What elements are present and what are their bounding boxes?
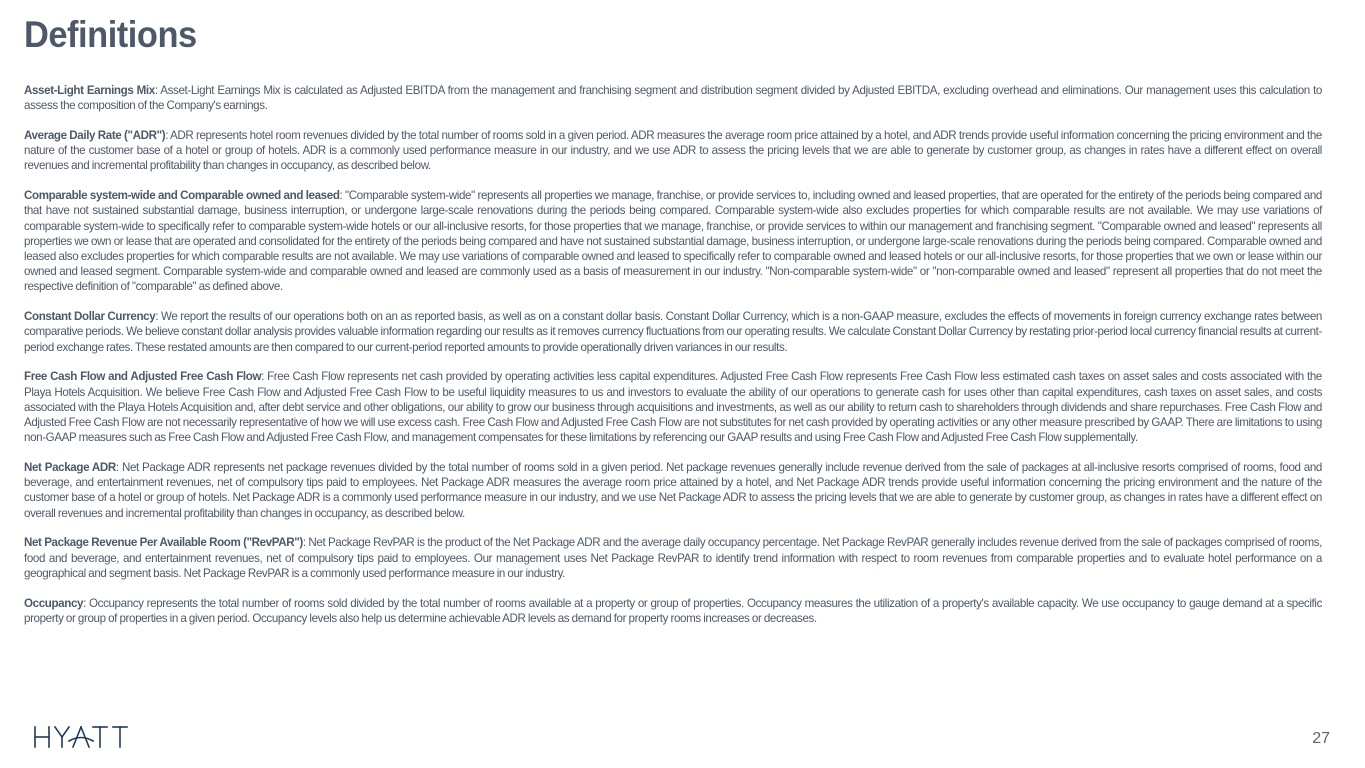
definition-net-package-revpar [24, 535, 1322, 581]
definition-text: : We report the results of our operations both on an as reported basis, as well as on a constant dollar basis. Constant Dollar Currency, which is a non-GAAP measure, excludes the effects of movements in foreign currency exchange rates between comparative periods. We believe constant dollar analysis provides valuable information regarding our results as it removes currency fluctuations from our operating results. We calculate Constant Dollar Currency by restating prior-period local currency financial results at current-period exchange rates. These restated amounts are then compared to our current-period reported amounts to provide operationally driven variances in our results. [24, 310, 1322, 354]
definition-occupancy [24, 596, 1322, 626]
definition-term: Comparable system-wide and Comparable owned and leased [24, 189, 340, 203]
page-number: 27 [1312, 730, 1330, 747]
definition-term: Net Package ADR [24, 461, 116, 475]
definition-text: : Net Package ADR represents net package revenues divided by the total number of rooms sold in a given period. Net package revenues generally include revenue derived from the sale of packages at all-inclusive resorts comprised of rooms, food and beverage, and entertainment revenues, net of compulsory tips paid to employees. Net Package ADR measures the average room price attained by a hotel, and Net Package ADR trends provide useful information concerning the pricing environment and the nature of the customer base of a hotel or group of hotels. Net Package ADR is a commonly used performance measure in our industry, and we use Net Package ADR to assess the pricing levels that we are able to generate by customer group, as changes in rates have a different effect on overall revenues and incremental profitability than changes in occupancy, as described below. [24, 461, 1323, 520]
definition-term: Asset-Light Earnings Mix [24, 84, 155, 97]
definition-term: Constant Dollar Currency [24, 310, 156, 324]
definition-term: Average Daily Rate ("ADR") [24, 129, 166, 142]
definition-asset-light-earnings-mix [24, 83, 1322, 113]
definition-net-package-adr [24, 460, 1322, 521]
definition-constant-dollar-currency [24, 309, 1322, 355]
definition-comparable-system-wide [24, 188, 1322, 294]
definition-text: : Asset-Light Earnings Mix is calculated as Adjusted EBITDA from the management and franchising segment and distribution segment divided by Adjusted EBITDA, excluding overhead and eliminations. Our management uses this calculation to assess the composition of the Company's earnings. [24, 84, 1322, 113]
definition-text: : Occupancy represents the total number of rooms sold divided by the total number of rooms available at a property or group of properties. Occupancy measures the utilization of a property's available capacity. We use occupancy to gauge demand at a specific property or group of properties in a given period. Occupancy levels also help us determine achievable ADR levels as demand for property rooms increases or decreases. [24, 596, 1322, 625]
definitions-list [24, 83, 1322, 641]
definition-free-cash-flow [24, 369, 1322, 445]
definition-term: Occupancy [24, 596, 84, 610]
definition-text: : "Comparable system-wide" represents all properties we manage, franchise, or provide services to, including owned and leased properties, that are operated for the entirety of the periods being compared and that have not sustained substantial damage, business interruption, or undergone large-scale renovations during the periods being compared. Comparable system-wide also excludes properties for which comparable results are not available. We may use variations of comparable system-wide to specifically refer to comparable system-wide hotels or our all-inclusive resorts, for those properties that we manage, franchise, or provide services to within our management and franchising segment. "Comparable owned and leased" represents all properties we own or lease that are operated and consolidated for the entirety of the periods being compared and have not sustained substantial damage, business interruption, or undergone large-scale renovations during the periods being compared. Comparable owned and leased also excludes properties for which comparable results are not available. We may use variations of comparable owned and leased to specifically refer to comparable owned and leased hotels or our all-inclusive resorts, for those properties that we own or lease within our owned and leased segment. Comparable system-wide and comparable owned and leased are commonly used as a basis of measurement in our industry. "Non-comparable system-wide" or "non-comparable owned and leased" represent all properties that do not meet the respective definition of "comparable" as defined above. [24, 189, 1322, 294]
definition-text: : Net Package RevPAR is the product of the Net Package ADR and the average daily occupancy percentage. Net Package RevPAR generally includes revenue derived from the sale of packages comprised of rooms, food and beverage, and entertainment revenues, net of compulsory tips paid to employees. Our management uses Net Package RevPAR to identify trend information with respect to room revenues from comparable properties and to evaluate hotel performance on a geographical and segment basis. Net Package RevPAR is a commonly used performance measure in our industry. [24, 536, 1322, 580]
definition-average-daily-rate [24, 128, 1322, 174]
definition-text: : ADR represents hotel room revenues divided by the total number of rooms sold in a given period. ADR measures the average room price attained by a hotel, and ADR trends provide useful information concerning the pricing environment and the nature of the customer base of a hotel or group of hotels. ADR is a commonly used performance measure in our industry, and we use ADR to assess the pricing levels that we are able to generate by customer group, as changes in rates have a different effect on overall revenues and incremental profitability than changes in occupancy, as described below. [24, 129, 1322, 173]
definition-term: Net Package Revenue Per Available Room ("RevPAR") [24, 536, 303, 550]
definition-text: : Free Cash Flow represents net cash provided by operating activities less capital expenditures. Adjusted Free Cash Flow represents Free Cash Flow less estimated cash taxes on asset sales and costs associated with the Playa Hotels Acquisition. We believe Free Cash Flow and Adjusted Free Cash Flow to be useful liquidity measures to us and investors to evaluate the ability of our operations to generate cash for uses other than capital expenditures, cash taxes on asset sales, and costs associated with the Playa Hotels Acquisition and, after debt service and other obligations, our ability to grow our business through acquisitions and investments, as well as our ability to return cash to shareholders through dividends and share repurchases. Free Cash Flow and Adjusted Free Cash Flow are not necessarily representative of how we will use excess cash. Free Cash Flow and Adjusted Free Cash Flow are not substitutes for net cash provided by operating activities or any other measure prescribed by GAAP. There are limitations to using non-GAAP measures such as Free Cash Flow and Adjusted Free Cash Flow, and management compensates for these limitations by referencing our GAAP results and using Free Cash Flow and Adjusted Free Cash Flow supplementally. [24, 370, 1322, 445]
page-title: Definitions [24, 14, 197, 55]
hyatt-logo [33, 722, 131, 752]
definition-term: Free Cash Flow and Adjusted Free Cash Flow [24, 370, 262, 384]
